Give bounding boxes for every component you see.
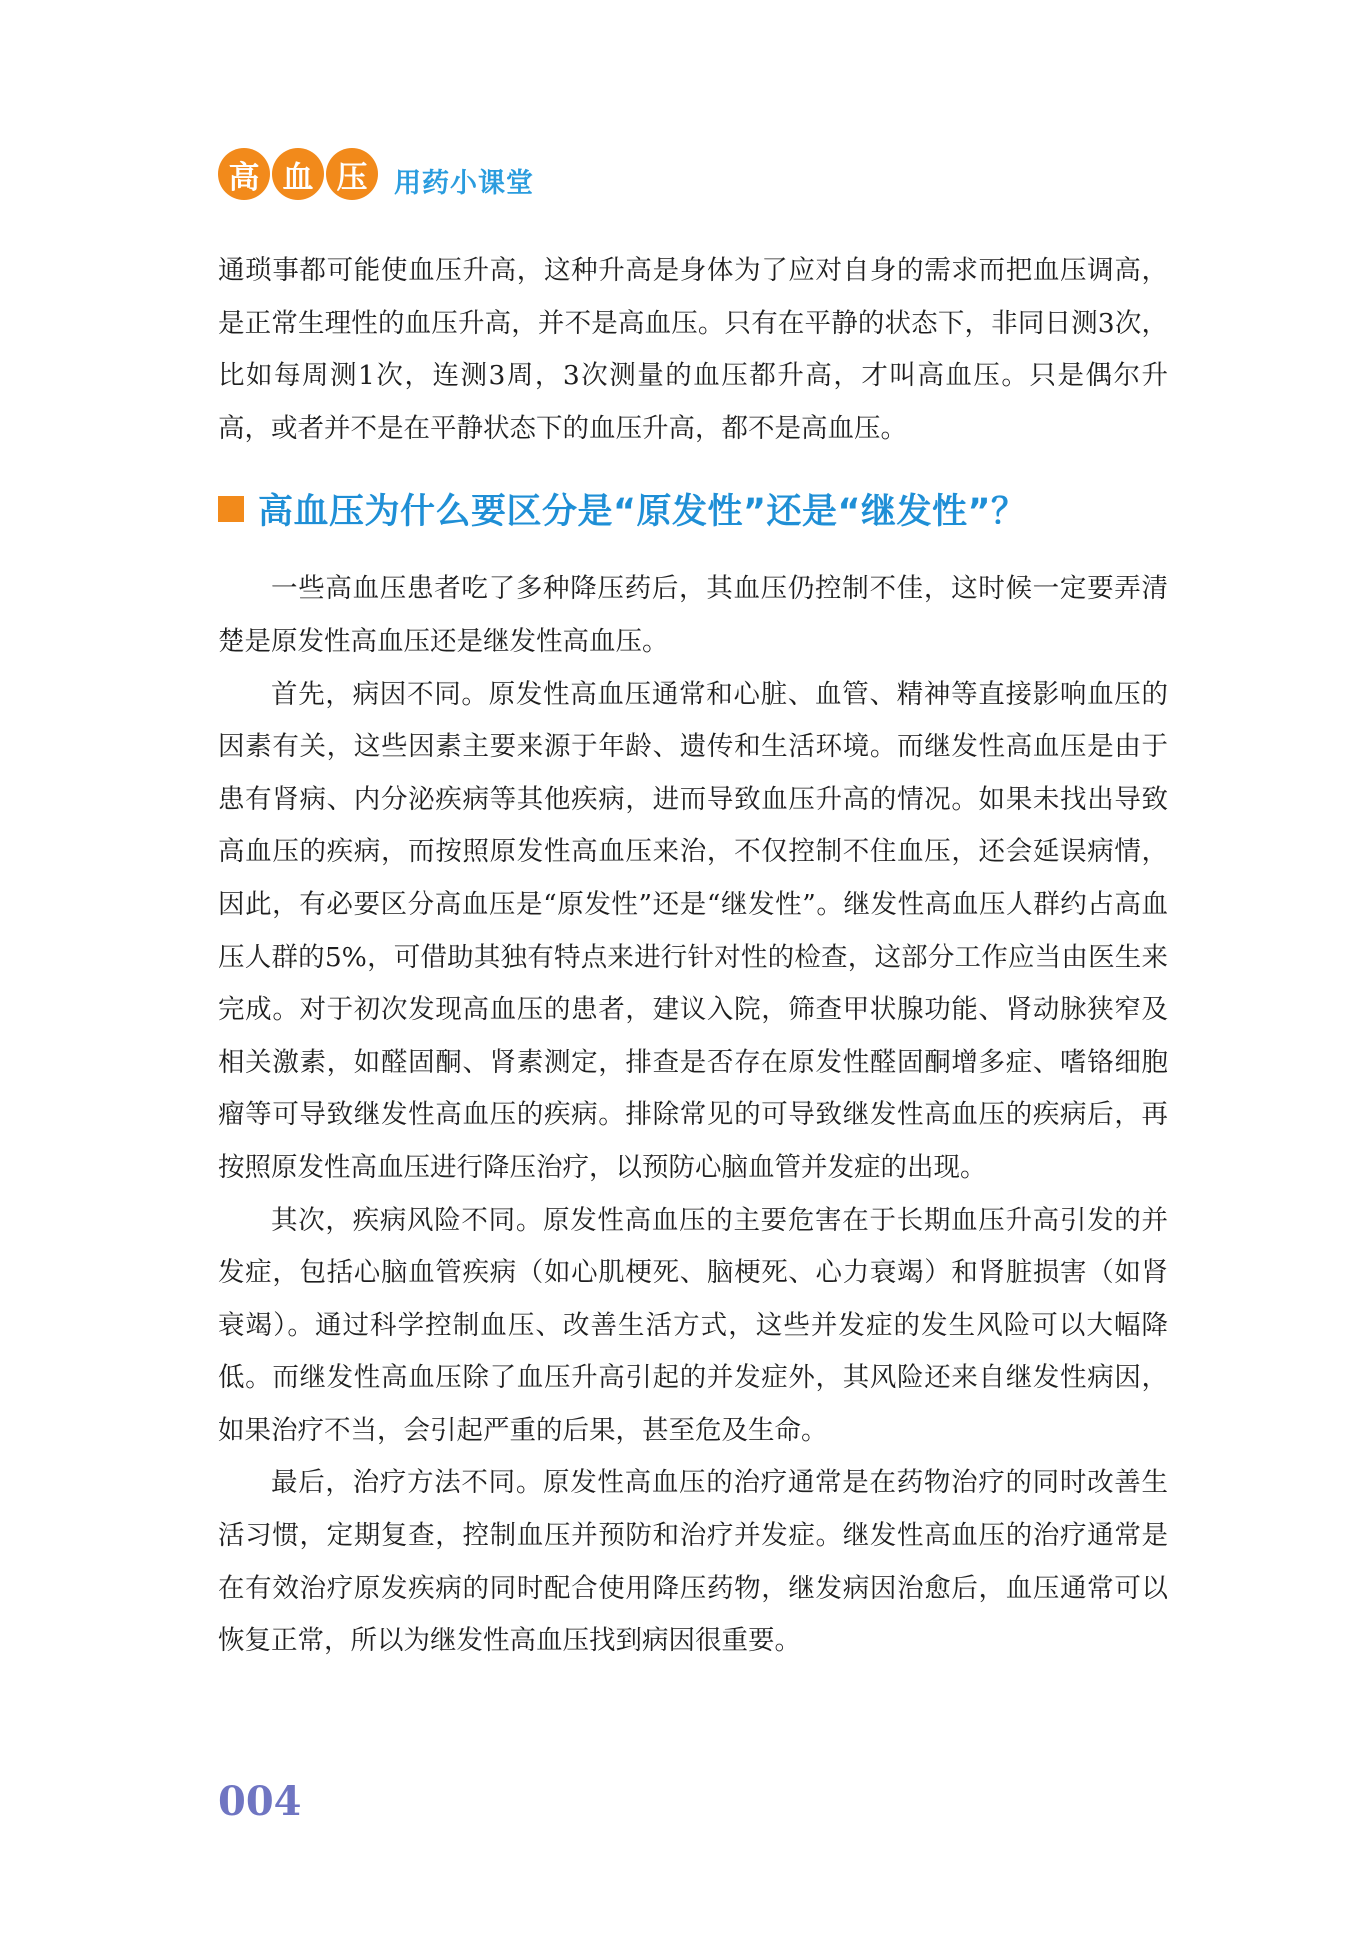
- section-paragraph: 首先，病因不同。原发性高血压通常和心脏、血管、精神等直接影响血压的因素有关，这些因素主要来源于年龄、遗传和生活环境。而继发性高血压是由于患有肾病、内分泌疾病等其他疾病，进而导致血压升高的情况。如果未找出导致高血压的疾病，而按照原发性高血压来治，不仅控制不住血压，还会延误病情，因此，有必要区分高血压是“原发性”还是“继发性”。继发性高血压人群约占高血压人群的5%，可借助其独有特点来进行针对性的检查，这部分工作应当由医生来完成。对于初次发现高血压的患者，建议入院，筛查甲状腺功能、肾动脉狭窄及相关激素，如醛固酮、肾素测定，排查是否存在原发性醛固酮增多症、嗜铬细胞瘤等可导致继发性高血压的疾病。排除常见的可导致继发性高血压的疾病后，再按照原发性高血压进行降压治疗，以预防心脑血管并发症的出现。: [218, 678, 1168, 1183]
- section-heading: [218, 479, 1168, 539]
- header-badge-1: 高: [218, 148, 270, 200]
- header-subtitle: 用药小课堂: [394, 167, 534, 199]
- intro-paragraph: 通琐事都可能使血压升高，这种升高是身体为了应对自身的需求而把血压调高，是正常生理性的血压升高，并不是高血压。只有在平静的状态下，非同日测3次，比如每周测1次，连测3周，3次测量的血压都升高，才叫高血压。只是偶尔升高，或者并不是在平静状态下的血压升高，都不是高血压。: [218, 255, 1168, 444]
- page-body: [218, 245, 1168, 1668]
- book-header: [218, 146, 534, 202]
- header-badge-3: 压: [326, 148, 378, 200]
- header-badge-2: 血: [272, 148, 324, 200]
- heading-square-icon: [218, 496, 244, 522]
- section-paragraph: 最后，治疗方法不同。原发性高血压的治疗通常是在药物治疗的同时改善生活习惯，定期复查，控制血压并预防和治疗并发症。继发性高血压的治疗通常是在有效治疗原发疾病的同时配合使用降压药物，继发病因治愈后，血压通常可以恢复正常，所以为继发性高血压找到病因很重要。: [218, 1467, 1168, 1657]
- section-paragraph: 其次，疾病风险不同。原发性高血压的主要危害在于长期血压升高引发的并发症，包括心脑血管疾病（如心肌梗死、脑梗死、心力衰竭）和肾脏损害（如肾衰竭）。通过科学控制血压、改善生活方式，这些并发症的发生风险可以大幅降低。而继发性高血压除了血压升高引起的并发症外，其风险还来自继发性病因，如果治疗不当，会引起严重的后果，甚至危及生命。: [218, 1204, 1168, 1446]
- section-heading-text: 高血压为什么要区分是“原发性”还是“继发性”？: [258, 492, 1027, 533]
- section-paragraph: 一些高血压患者吃了多种降压药后，其血压仍控制不佳，这时候一定要弄清楚是原发性高血压还是继发性高血压。: [218, 573, 1168, 657]
- page-number: 004: [218, 1778, 302, 1825]
